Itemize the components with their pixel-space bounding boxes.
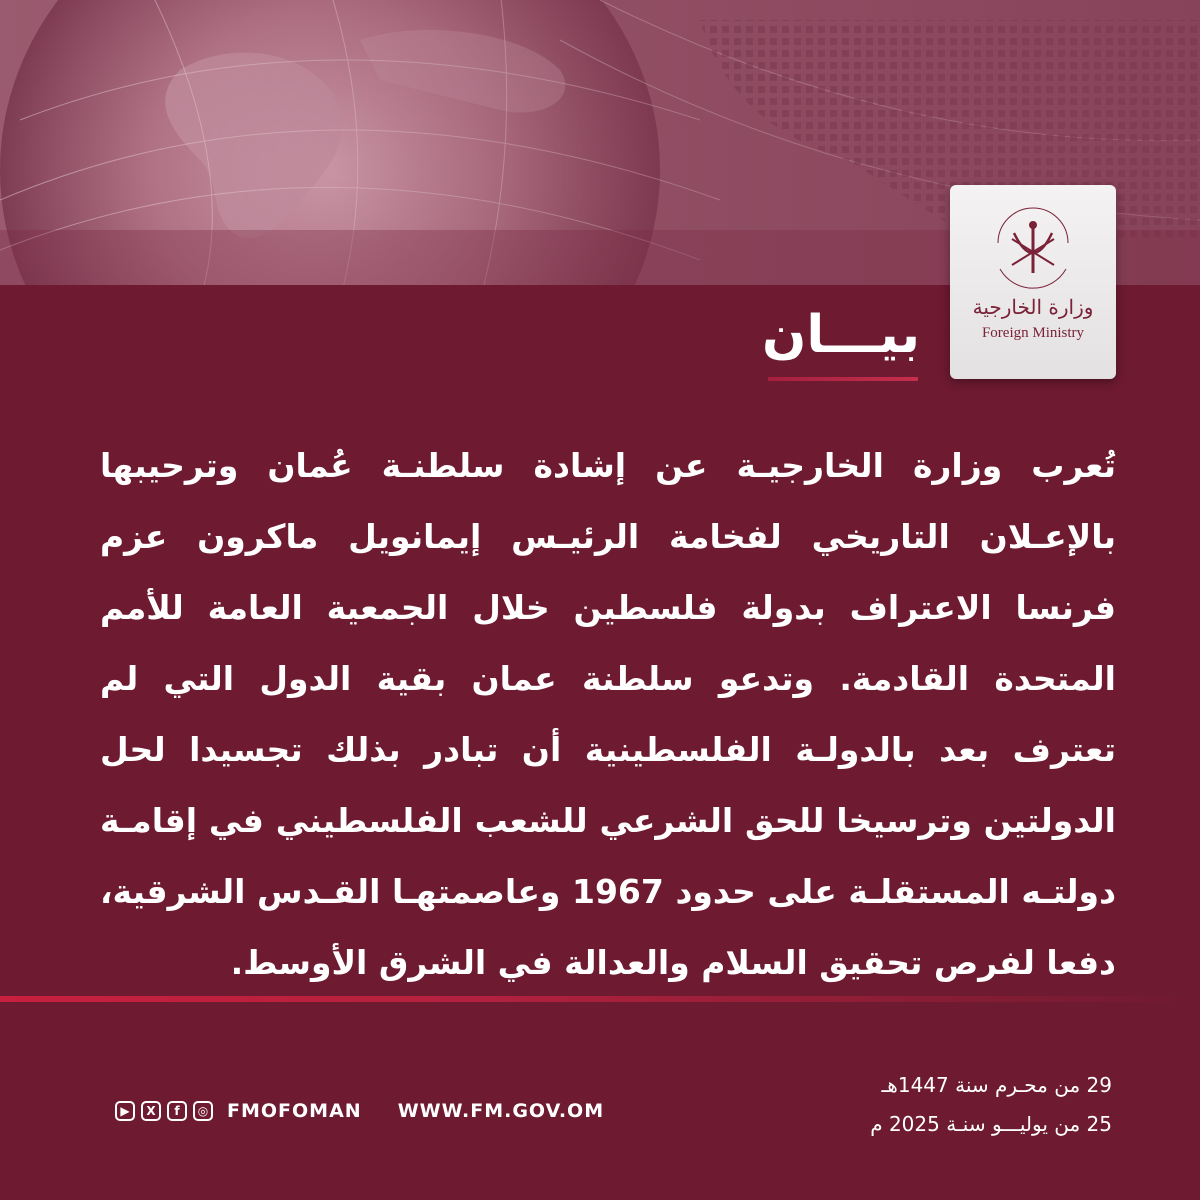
ministry-name-english: Foreign Ministry: [981, 325, 1085, 341]
page-title: بيـــان: [762, 305, 920, 365]
website-link[interactable]: WWW.FM.GOV.OM: [397, 1100, 605, 1122]
oman-emblem-icon: [986, 203, 1080, 293]
social-handle[interactable]: FMOFOMAN: [227, 1100, 362, 1122]
social-links: [115, 1100, 604, 1122]
title-underline: [768, 377, 918, 381]
facebook-icon[interactable]: f: [167, 1101, 187, 1121]
footer-divider: [0, 996, 1200, 1002]
instagram-icon[interactable]: ◎: [193, 1101, 213, 1121]
ministry-logo-card: [950, 185, 1116, 379]
ministry-name-arabic: وزارة الخارجية: [972, 295, 1094, 319]
date-gregorian: 25 من يوليـــو سنـة 2025 م: [870, 1112, 1112, 1136]
x-icon[interactable]: X: [141, 1101, 161, 1121]
youtube-icon[interactable]: ▶: [115, 1101, 135, 1121]
statement-body: تُعرب وزارة الخارجيـة عن إشادة سلطنـة عُمان وترحيبها بالإعـلان التاريخي لفخامة الرئيـس إيمانويل ماكرون عزم فرنسا الاعتراف بدولة فلسطين خلال الجمعية العامة للأمم المتحدة القادمة. وتدعو سلطنة عمان بقية الدول التي لم تعترف بعد بالدولـة الفلسطينية أن تبادر بذلك تجسيدا لحل الدولتين وترسيخا للحق الشرعي للشعب الفلسطيني في إقامـة دولتـه المستقلـة على حدود 1967 وعاصمتهـا القـدس الشرقية، دفعا لفرص تحقيق السلام والعدالة في الشرق الأوسط.: [100, 446, 1116, 982]
date-hijri: 29 من محـرم سنة 1447هـ: [881, 1073, 1112, 1097]
